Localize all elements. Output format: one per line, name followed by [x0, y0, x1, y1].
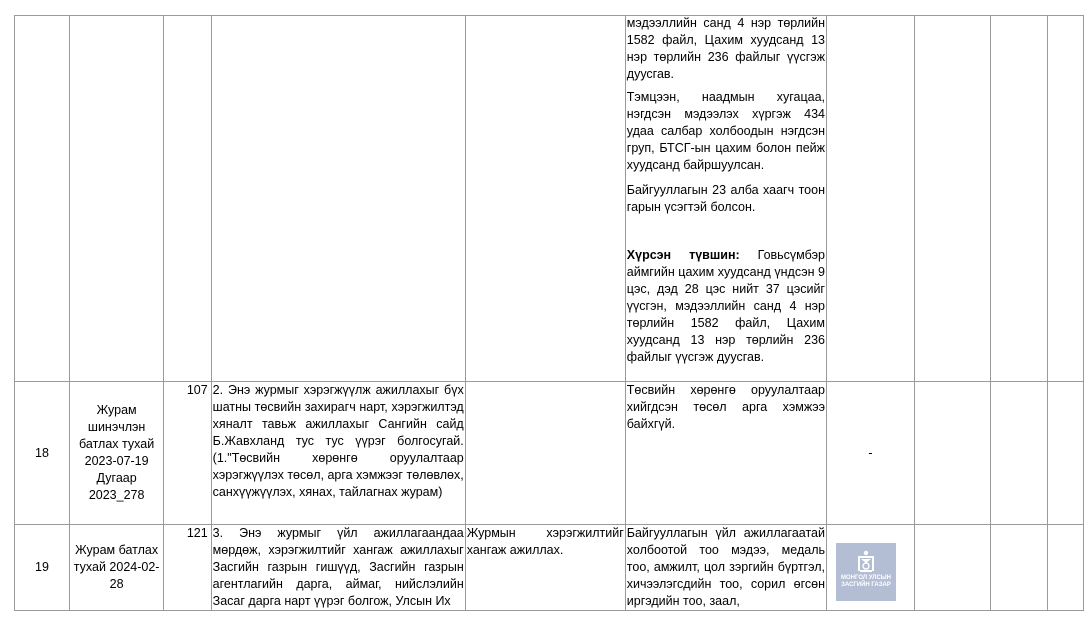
cell-empty: [991, 525, 1048, 611]
cell-number: 18: [15, 382, 70, 525]
table-row: [15, 16, 1084, 382]
cell-document: Журам шинэчлэн батлах тухай 2023-07-19 Дугаар 2023_278: [70, 382, 164, 525]
result-paragraph: мэдээллийн санд 4 нэр төрлийн 1582 файл, Цахим хуудсанд 13 нэр төрлийн 236 файлыг үүсгэж дуусгав.: [626, 16, 825, 81]
government-seal-watermark: [836, 543, 896, 601]
table-row: [15, 382, 1084, 525]
cell-empty: [991, 382, 1048, 525]
cell-result: Байгууллагын үйл ажиллагаатай холбоотой тоо мэдээ, медаль тоо, амжилт, цол зэргийн бүртгэл, хичээлэгсдийн тоо, сорил өгсөн иргэдийн тоо, заал,: [625, 525, 826, 611]
cell-clause-no: 121: [164, 525, 211, 611]
cell-result: Төсвийн хөрөнгө оруулалтаар хийгдсэн төсөл арга хэмжээ байхгүй.: [625, 382, 826, 525]
result-paragraph: Тэмцээн, наадмын хугацаа, нэгдсэн мэдээлэх хүргэж 434 удаа салбар холбоодын нэгдсэн груп, БТСГ-ын цахим болон пейж хуудсанд байршуулсан.: [626, 90, 825, 172]
table-row: [15, 525, 1084, 611]
cell-clause-text: 3. Энэ журмыг үйл ажиллагаандаа мөрдөж, хэрэгжилтийг хангаж ажиллахыг Засгийн газрын гишүүд, Засгийн газрын агентлагийн дарга, аймаг, нийслэлийн Засаг дарга нарт үүрэг болгож, Улсын Их: [211, 525, 465, 611]
cell-action: [465, 16, 625, 382]
cell-empty: [991, 16, 1048, 382]
cell-empty: [914, 382, 990, 525]
cell-action: Журмын хэрэгжилтийг хангаж ажиллах.: [465, 525, 625, 611]
cell-empty: [914, 525, 990, 611]
cell-result: [625, 16, 826, 382]
cell-clause-text: [211, 16, 465, 382]
seal-line-1: МОНГОЛ УЛСЫН: [841, 575, 891, 581]
cell-action: [465, 382, 625, 525]
report-table: [14, 15, 1084, 611]
cell-clause-text: 2. Энэ журмыг хэрэгжүүлж ажиллахыг бүх шатны төсвийн захирагч нарт, хэрэгжилтэд хяналт тавьж ажиллахыг Сангийн сайд Б.Жавхланд тус тус үүрэг болгосугай.(1."Төсвийн хөрөнгө оруулалтаар хэрэгжүүлэх төсөл, арга хэмжээг төлөвлөх, санхүүжүүлэх, хянах, тайлагнах журам): [211, 382, 465, 525]
cell-empty: [1047, 382, 1083, 525]
achieved-level-text: Говьсүмбэр аймгийн цахим хуудсанд үндсэн 9 цэс, дэд 28 цэс нийт 37 цэсийг үүсгэн, мэдээллийн санд 4 нэр төрлийн 1582 файл, Цахим хуудсанд 13 нэр төрлийн 236 файлыг үүсгэж дуусгав.: [626, 248, 825, 364]
cell-clause-no: [164, 16, 211, 382]
cell-document: Журам батлах тухай 2024-02-28: [70, 525, 164, 611]
cell-empty: [1047, 525, 1083, 611]
cell-empty: [1047, 16, 1083, 382]
cell-clause-no: 107: [164, 382, 211, 525]
cell-number: 19: [15, 525, 70, 611]
cell-mark: [827, 16, 915, 382]
achieved-level: [626, 247, 826, 366]
seal-line-2: ЗАСГИЙН ГАЗАР: [841, 582, 891, 588]
soyombo-emblem-icon: [855, 549, 877, 573]
cell-mark: -: [827, 382, 915, 525]
cell-document: [70, 16, 164, 382]
result-paragraph: Байгууллагын 23 алба хаагч тоон гарын үсэгтэй болсон.: [626, 183, 825, 214]
achieved-level-label: Хүрсэн түвшин:: [626, 248, 740, 262]
cell-empty: [914, 16, 990, 382]
cell-number: [15, 16, 70, 382]
